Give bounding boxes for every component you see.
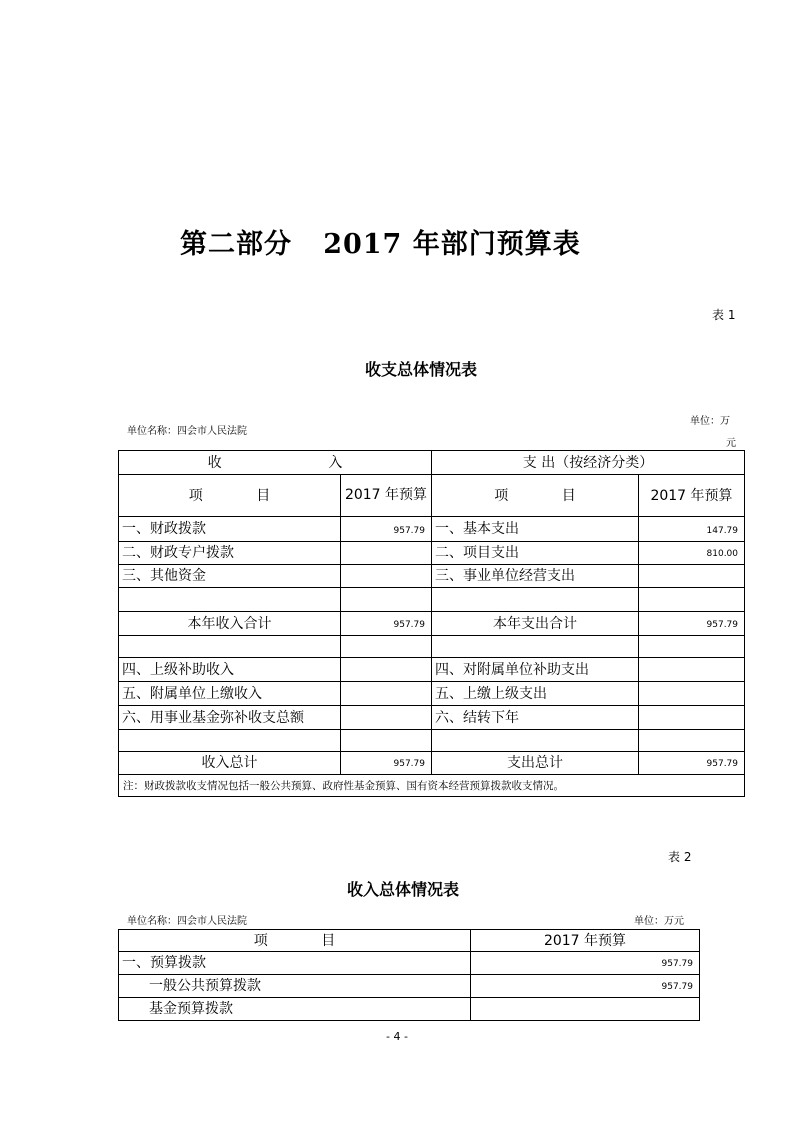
table2-unit-label: 单位：万元 <box>634 916 684 927</box>
table-row <box>119 752 745 775</box>
table-row <box>119 517 745 542</box>
table-row <box>119 636 745 658</box>
income-value-cell <box>341 658 432 682</box>
table1-unit-label-cont: 元 <box>726 438 736 449</box>
table-row <box>119 542 745 565</box>
expense-item-cell: 四、对附属单位补助支出 <box>432 658 639 682</box>
page-number: - 4 - <box>386 1030 408 1043</box>
table2-income-summary <box>118 929 700 1021</box>
expense-item-cell <box>432 636 639 658</box>
expense-item-cell: 六、结转下年 <box>432 706 639 730</box>
expense-value-cell <box>639 636 745 658</box>
income-value-cell: 957.79 <box>341 517 432 542</box>
income-item-cell <box>119 730 341 752</box>
table-row <box>119 612 745 636</box>
income-value-cell: 957.79 <box>341 752 432 775</box>
table1-note: 注：财政拨款收支情况包括一般公共预算、政府性基金预算、国有资本经营预算拨款收支情况。 <box>119 775 745 797</box>
table1-income-expense-summary <box>118 450 745 797</box>
header-income: 收 入 <box>119 451 432 475</box>
col-item: 项 目 <box>119 930 471 952</box>
expense-item-cell: 支出总计 <box>432 752 639 775</box>
expense-value-cell: 957.79 <box>639 752 745 775</box>
income-item-cell: 本年收入合计 <box>119 612 341 636</box>
income-item-cell <box>119 588 341 612</box>
income-value-cell <box>341 588 432 612</box>
expense-item-cell: 本年支出合计 <box>432 612 639 636</box>
expense-item-cell <box>432 588 639 612</box>
income-value-cell <box>341 682 432 706</box>
value-cell <box>471 998 700 1021</box>
table-row <box>119 975 700 998</box>
table2-unit-name: 单位名称：四会市人民法院 <box>127 916 247 927</box>
expense-item-cell: 三、事业单位经营支出 <box>432 565 639 588</box>
table1-number-label: 表 1 <box>712 308 736 322</box>
income-value-cell <box>341 636 432 658</box>
income-item-cell: 六、用事业基金弥补收支总额 <box>119 706 341 730</box>
value-cell: 957.79 <box>471 975 700 998</box>
header-expense: 支 出（按经济分类） <box>432 451 745 475</box>
income-item-cell: 四、上级补助收入 <box>119 658 341 682</box>
expense-value-cell: 147.79 <box>639 517 745 542</box>
expense-value-cell <box>639 682 745 706</box>
item-cell: 基金预算拨款 <box>119 998 471 1021</box>
col-income-budget: 2017 年预算 <box>341 475 432 517</box>
table-row <box>119 565 745 588</box>
col-expense-item: 项 目 <box>432 475 639 517</box>
col-expense-budget: 2017 年预算 <box>639 475 745 517</box>
item-cell: 一般公共预算拨款 <box>119 975 471 998</box>
table1-unit-label: 单位：万 <box>690 416 730 427</box>
income-value-cell <box>341 706 432 730</box>
income-value-cell <box>341 565 432 588</box>
expense-value-cell: 810.00 <box>639 542 745 565</box>
table1-unit-name: 单位名称：四会市人民法院 <box>127 426 247 437</box>
table-row <box>119 952 700 975</box>
expense-value-cell <box>639 588 745 612</box>
table1-title: 收支总体情况表 <box>365 360 478 379</box>
table2-title: 收入总体情况表 <box>347 880 460 899</box>
expense-item-cell <box>432 730 639 752</box>
expense-item-cell: 一、基本支出 <box>432 517 639 542</box>
income-value-cell <box>341 542 432 565</box>
expense-value-cell <box>639 730 745 752</box>
income-value-cell <box>341 730 432 752</box>
table-row <box>119 730 745 752</box>
income-item-cell: 收入总计 <box>119 752 341 775</box>
income-item-cell: 一、财政拨款 <box>119 517 341 542</box>
page-main-title: 第二部分 2017 年部门预算表 <box>180 229 581 260</box>
value-cell: 957.79 <box>471 952 700 975</box>
income-item-cell: 三、其他资金 <box>119 565 341 588</box>
income-item-cell <box>119 636 341 658</box>
expense-value-cell: 957.79 <box>639 612 745 636</box>
income-item-cell: 五、附属单位上缴收入 <box>119 682 341 706</box>
expense-value-cell <box>639 658 745 682</box>
table-row <box>119 998 700 1021</box>
table-row <box>119 682 745 706</box>
expense-value-cell <box>639 706 745 730</box>
col-income-item: 项 目 <box>119 475 341 517</box>
expense-item-cell: 二、项目支出 <box>432 542 639 565</box>
table2-number-label: 表 2 <box>668 850 692 864</box>
expense-item-cell: 五、上缴上级支出 <box>432 682 639 706</box>
table-row <box>119 588 745 612</box>
col-budget: 2017 年预算 <box>471 930 700 952</box>
income-item-cell: 二、财政专户拨款 <box>119 542 341 565</box>
expense-value-cell <box>639 565 745 588</box>
table-row <box>119 658 745 682</box>
table-row <box>119 706 745 730</box>
item-cell: 一、预算拨款 <box>119 952 471 975</box>
income-value-cell: 957.79 <box>341 612 432 636</box>
